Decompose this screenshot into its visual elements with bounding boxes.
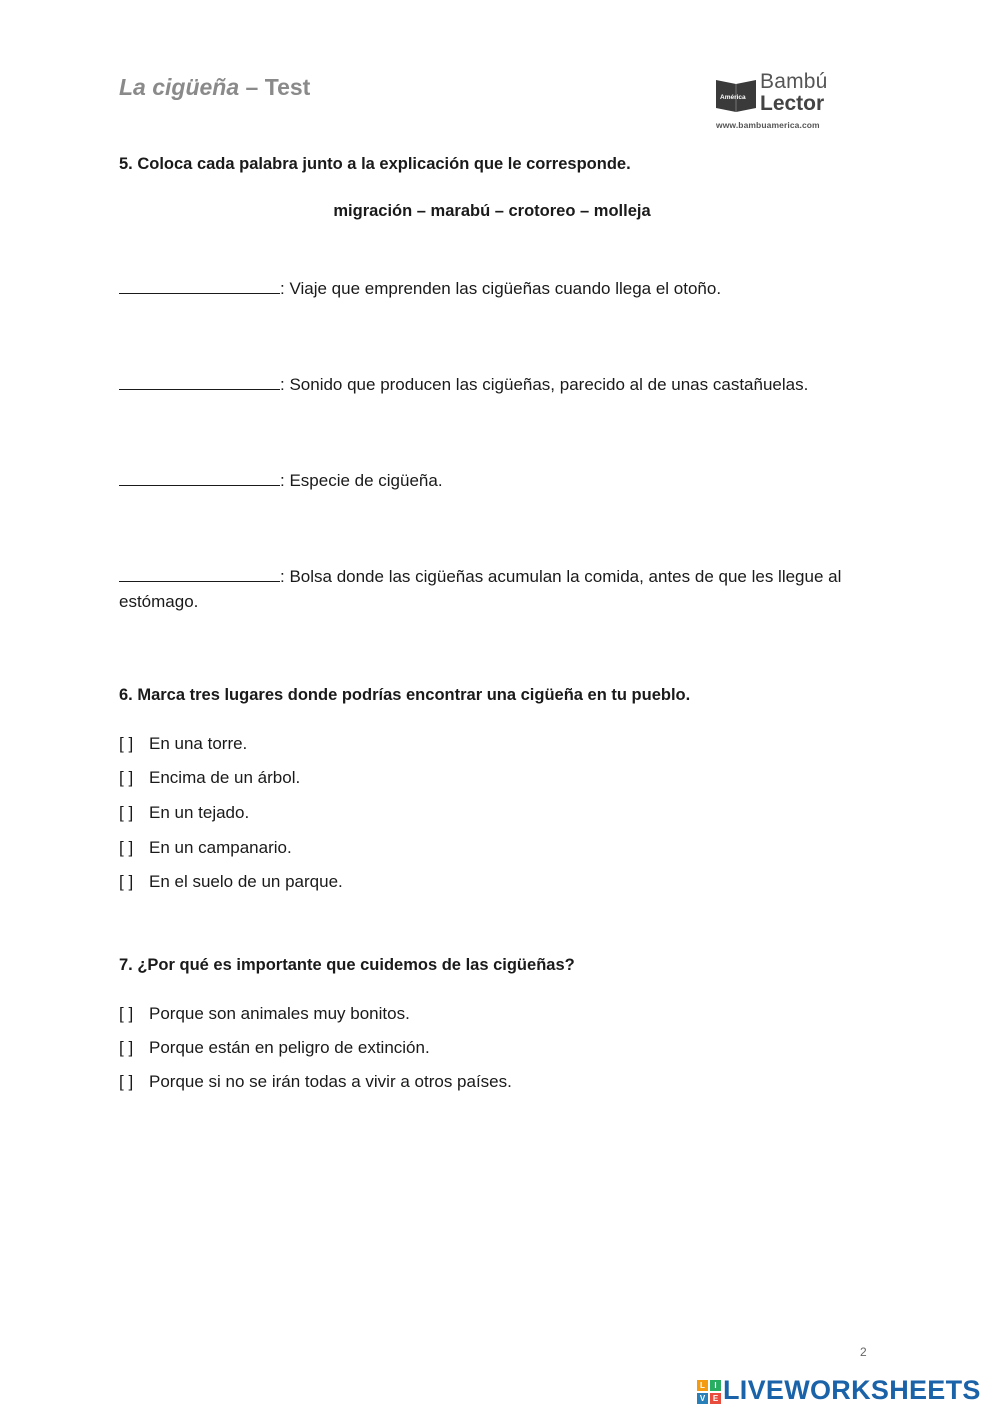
question-5: 5. Coloca cada palabra junto a la explicación que le corresponde. (119, 155, 631, 173)
checkbox[interactable]: [ ] (119, 734, 134, 753)
option-text: Encima de un árbol. (149, 768, 301, 787)
checkbox[interactable]: [ ] (119, 803, 134, 822)
option-row (119, 1038, 430, 1058)
checkbox[interactable]: [ ] (119, 1072, 134, 1091)
option-row (119, 872, 343, 892)
option-row (119, 734, 247, 754)
book-icon (716, 76, 756, 112)
definition-row (119, 372, 869, 397)
option-text: En una torre. (149, 734, 248, 753)
option-row (119, 1072, 512, 1092)
option-text: En un tejado. (149, 803, 250, 822)
answer-blank[interactable] (119, 468, 280, 486)
definition-text: : Bolsa donde las cigüeñas acumulan la comida, antes de que les llegue al estómago. (119, 567, 842, 611)
answer-blank[interactable] (119, 564, 280, 582)
option-row (119, 838, 292, 858)
option-text: En un campanario. (149, 838, 292, 857)
liveworksheets-brand: LIVEWORKSHEETS (723, 1375, 981, 1405)
checkbox[interactable]: [ ] (119, 1004, 134, 1023)
option-row (119, 768, 300, 788)
definition-row (119, 564, 869, 614)
document-title: La cigüeña – Test (119, 74, 311, 100)
definition-row (119, 276, 869, 301)
option-text: Porque son animales muy bonitos. (149, 1004, 410, 1023)
option-text: Porque si no se irán todas a vivir a otros países. (149, 1072, 512, 1091)
word-bank: migración – marabú – crotoreo – molleja (333, 202, 651, 220)
bambu-lector-logo (716, 70, 846, 132)
answer-blank[interactable] (119, 276, 280, 294)
option-text: Porque están en peligro de extinción. (149, 1038, 430, 1057)
question-6: 6. Marca tres lugares donde podrías encontrar una cigüeña en tu pueblo. (119, 686, 691, 704)
definition-row (119, 468, 869, 493)
page-number: 2 (860, 1345, 867, 1359)
option-text: En el suelo de un parque. (149, 872, 343, 891)
logo-line2: Lector (760, 92, 825, 115)
logo-url: www.bambuamerica.com (716, 120, 820, 130)
option-row (119, 803, 249, 823)
definition-text: : Sonido que producen las cigüeñas, parecido al de unas castañuelas. (280, 375, 809, 394)
definition-text: : Viaje que emprenden las cigüeñas cuando llega el otoño. (280, 279, 722, 298)
checkbox[interactable]: [ ] (119, 1038, 134, 1057)
liveworksheets-grid-icon: L I V E (697, 1380, 721, 1404)
answer-blank[interactable] (119, 372, 280, 390)
checkbox[interactable]: [ ] (119, 838, 134, 857)
logo-line1: Bambú (760, 70, 828, 93)
option-row (119, 1004, 410, 1024)
checkbox[interactable]: [ ] (119, 872, 134, 891)
question-7: 7. ¿Por qué es importante que cuidemos de las cigüeñas? (119, 956, 575, 974)
definition-text: : Especie de cigüeña. (280, 471, 443, 490)
logo-badge-text: América (720, 94, 746, 101)
checkbox[interactable]: [ ] (119, 768, 134, 787)
